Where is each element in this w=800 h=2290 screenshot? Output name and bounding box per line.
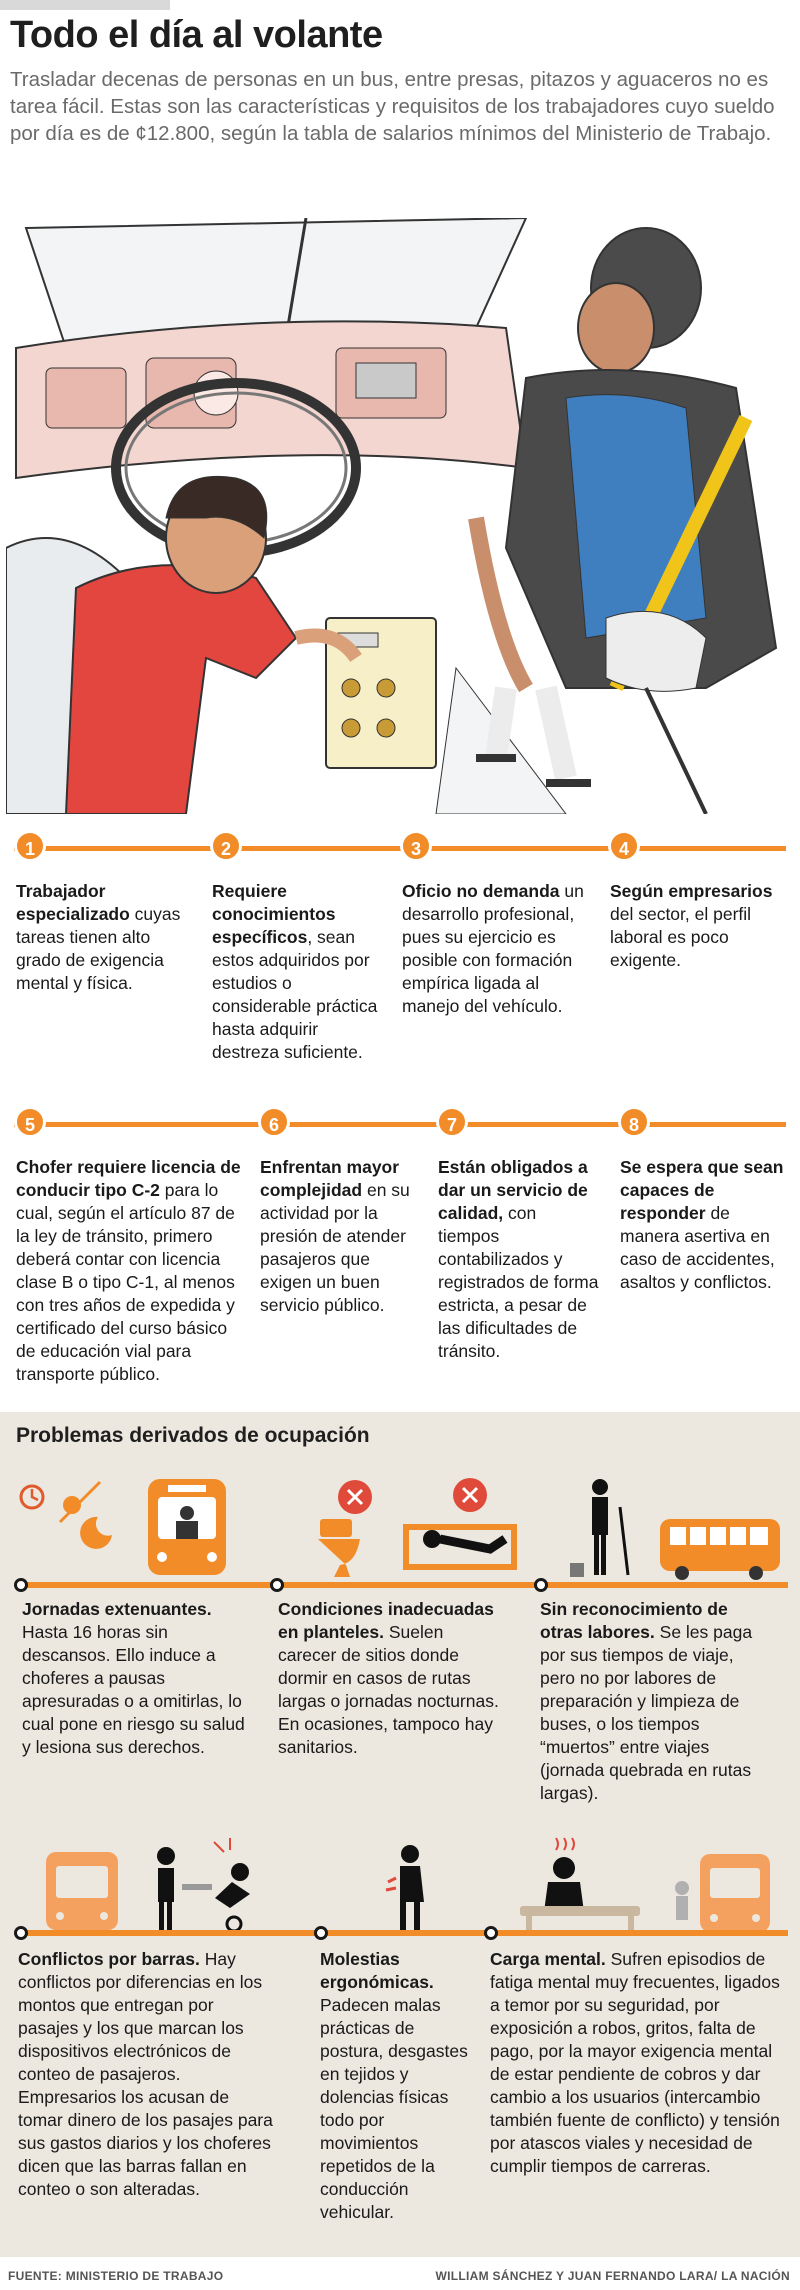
sun-moon-icon	[60, 1482, 112, 1549]
requirements-row-1	[0, 830, 800, 1090]
step-number: 4	[608, 830, 640, 862]
problem-text: Hasta 16 horas sin descansos. Ello induce a choferes a pausas apresuradas o a omitirlas, lo cual pone en riesgo su salud y lesiona sus derechos.	[22, 1622, 245, 1757]
requirement-title: Chofer requiere licencia de conducir tipo C-2	[16, 1157, 241, 1200]
requirement-title: Según empresarios	[610, 881, 773, 901]
problems-row-2-icons	[0, 1832, 800, 1942]
problems-title: Problemas derivados de ocupación	[16, 1424, 370, 1447]
problem-3	[540, 1598, 770, 1805]
intro-paragraph: Trasladar decenas de personas en un bus, entre presas, pitazos y aguaceros no es tarea fácil. Estas son las características y requisitos de los trabajadores cuyo sueldo por día es de ¢12.800, según la tabla de salarios mínimos del Ministerio de Trabajo.	[10, 68, 775, 145]
timeline-dot	[270, 1578, 284, 1592]
problems-timeline-2	[18, 1930, 788, 1936]
problems-section	[0, 1412, 800, 2257]
problem-6	[490, 1948, 788, 2178]
bus-driver-illustration	[6, 218, 794, 814]
bus-front-icon	[675, 1854, 770, 1932]
requirement-text: del sector, el perfil laboral es poco exigente.	[610, 904, 752, 970]
step-number: 8	[618, 1106, 650, 1138]
argument-icon	[157, 1838, 250, 1932]
back-pain-icon	[386, 1845, 424, 1934]
problems-row-1-icons	[0, 1467, 800, 1587]
problem-title: Jornadas extenuantes.	[22, 1599, 212, 1619]
timeline-dot	[14, 1926, 28, 1940]
problem-text: Suelen carecer de sitios donde dormir en casos de rutas largas o jornadas nocturnas. En ocasiones, tampoco hay sanitarios.	[278, 1622, 499, 1757]
timeline-dot	[314, 1926, 328, 1940]
requirement-title: Requiere conocimientos específicos	[212, 881, 336, 947]
problem-4	[18, 1948, 278, 2201]
requirement-text: , sean estos adquiridos por estudios o considerable práctica hasta adquirir destreza suficiente.	[212, 927, 378, 1062]
requirement-text: para lo cual, según el artículo 87 de la ley de tránsito, primero deberá contar con licencia clase B o tipo C-1, al menos con tres años de expedida y certificado del curso básico de educación vial para transporte público.	[16, 1180, 235, 1384]
requirement-title: Están obligados a dar un servicio de calidad,	[438, 1157, 588, 1223]
bus-front-icon	[148, 1479, 226, 1575]
cleaner-icon	[570, 1479, 628, 1577]
problem-title: Condiciones inadecuadas en planteles.	[278, 1599, 494, 1642]
problem-title: Molestias ergonómicas.	[320, 1949, 434, 1992]
step-number: 5	[14, 1106, 46, 1138]
problem-text: Se les paga por sus tiempos de viaje, pero no por labores de preparación y limpieza de buses, o los tiempos “muertos” entre viajes (jornada quebrada en rutas largas).	[540, 1622, 753, 1803]
step-number: 2	[210, 830, 242, 862]
requirement-title: Trabajador especializado	[16, 881, 130, 924]
requirements-row-2	[0, 1106, 800, 1406]
problem-text: Padecen malas prácticas de postura, desgastes en tejidos y dolencias físicas todo por movimientos repetidos de la conducción vehicular.	[320, 1995, 468, 2222]
timeline-dot	[484, 1926, 498, 1940]
stressed-person-icon	[520, 1838, 640, 1936]
page-title: Todo el día al volante	[10, 14, 383, 56]
problem-text: Sufren episodios de fatiga mental muy frecuentes, ligados a temor por su seguridad, por exposición a robos, gritos, falta de pago, por la mayor exigencia mental de estar pendiente de cobros y dar cambio a los usuarios (intercambio también fuente de conflicto) y tensión por atascos viales y necesidad de cumplir tiempos de carreras.	[490, 1949, 780, 2176]
toilet-icon	[318, 1480, 372, 1577]
bus-side-icon	[660, 1519, 780, 1580]
timeline-dot	[534, 1578, 548, 1592]
requirement-text: cuyas tareas tienen alto grado de exigencia mental y física.	[16, 904, 181, 993]
timeline-line	[14, 1122, 786, 1127]
problem-2	[278, 1598, 503, 1759]
problem-title: Conflictos por barras.	[18, 1949, 200, 1969]
bed-icon	[406, 1478, 514, 1567]
problem-text: Hay conflictos por diferencias en los montos que entregan por pasajes y los que marcan los dispositivos electrónicos de conteo de pasajeros. Empresarios los acusan de tomar dinero de los pasajes para sus gastos diarios y los choferes dicen que las barras fallan en conteo o son alteradas.	[18, 1949, 273, 2199]
step-number: 3	[400, 830, 432, 862]
credits: WILLIAM SÁNCHEZ Y JUAN FERNANDO LARA/ LA NACIÓN	[435, 2269, 790, 2283]
requirement-title: Enfrentan mayor complejidad	[260, 1157, 400, 1200]
step-number: 1	[14, 830, 46, 862]
problem-5	[320, 1948, 470, 2224]
timeline-dot	[14, 1578, 28, 1592]
step-number: 7	[436, 1106, 468, 1138]
problems-timeline-1	[18, 1582, 788, 1588]
requirement-title: Se espera que sean capaces de responder	[620, 1157, 784, 1223]
requirement-text: en su actividad por la presión de atender pasajeros que exigen un buen servicio público.	[260, 1180, 410, 1315]
requirement-title: Oficio no demanda	[402, 881, 560, 901]
requirement-text: de manera asertiva en caso de accidentes, asaltos y conflictos.	[620, 1203, 775, 1292]
problem-title: Carga mental.	[490, 1949, 606, 1969]
top-accent-bar	[0, 0, 170, 10]
problem-title: Sin reconocimiento de otras labores.	[540, 1599, 728, 1642]
source-note: FUENTE: MINISTERIO DE TRABAJO	[8, 2269, 224, 2283]
requirement-text: con tiempos contabilizados y registrados de forma estricta, a pesar de las dificultades de tránsito.	[438, 1203, 599, 1361]
clock-icon	[21, 1486, 43, 1508]
problem-1	[22, 1598, 252, 1759]
requirement-text: un desarrollo profesional, pues su ejercicio es posible con formación empírica ligada al manejo del vehículo.	[402, 881, 584, 1016]
bus-front-icon	[46, 1852, 118, 1930]
step-number: 6	[258, 1106, 290, 1138]
